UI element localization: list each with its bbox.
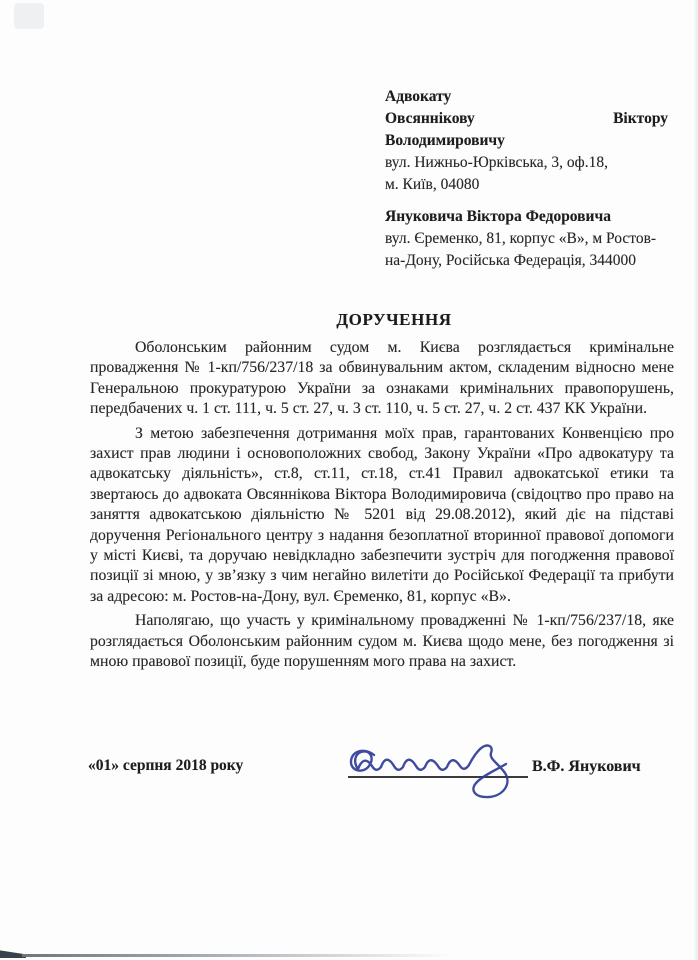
recipient-patronymic: Володимировичу (385, 132, 505, 149)
paragraph-instruction: З метою забезпечення дотримання моїх прав, гарантованих Конвенцією про захист прав людини і основоположних свобод, Закону України «Про адвокатуру та адвокатську діяльність», ст.8, ст.11, ст.18, ст.41 Правил адвокатської етики та звертаюсь до адвоката Овсяннікова Віктора Володимировича (свідоцтво про право на заняття адвокатською діяльністю № 5201 від 29.08.2012), який діє на підставі доручення Регіонального центру з надання безоплатної вторинної правової допомоги у місті Києві, та доручаю невідкладно забезпечити зустріч для погодження правової позиції зі мною, у зв’язку з чим негайно вилетіти до Російської Федерації та прибути за адресою: м. Ростов-на-Дону, вул. Єременко, 81, корпус «В». (90, 424, 674, 605)
recipient-address-city: м. Київ, 04080 (385, 176, 480, 193)
signatory-name: В.Ф. Янукович (532, 758, 641, 775)
recipient-block-lawyer (385, 86, 668, 196)
sender-address-street: вул. Єременко, 81, корпус «В», м Ростов- (385, 230, 657, 247)
recipient-name-line (385, 108, 668, 130)
recipient-role: Адвокату (385, 88, 452, 105)
scan-edge-shadow-right (693, 0, 698, 960)
scan-edge-line-bottom (22, 954, 452, 957)
handwritten-signature-icon (328, 724, 536, 804)
sender-name: Януковича Віктора Федоровича (385, 208, 611, 225)
document-date: «01» серпня 2018 року (88, 757, 244, 774)
scan-smudge-top-left (14, 3, 44, 29)
paragraph-insistence: Наполягаю, що участь у кримінальному провадженні № 1-кп/756/237/18, яке розглядається Оболонським районним судом м. Києва щодо мене, без погодження зі мною правової позиції, буде порушенням мого права на захист. (90, 612, 674, 671)
recipient-address-street: вул. Нижньо-Юрківська, 3, оф.18, (385, 154, 608, 171)
sender-address-city: на-Дону, Російська Федерація, 344000 (385, 252, 637, 269)
document-title: ДОРУЧЕННЯ (336, 310, 452, 329)
sender-block (385, 206, 675, 272)
document-body (90, 338, 674, 677)
recipient-firstname: Віктору (613, 110, 668, 127)
recipient-surname: Овсяннікову (385, 110, 475, 127)
paragraph-court-proceeding: Оболонським районним судом м. Києва розглядається кримінальне провадження № 1-кп/756/237/18 за обвинувальним актом, складеним відносно мене Генеральною прокуратурою України за ознаками кримінальних правопорушень, передбачених ч. 1 ст. 111, ч. 5 ст. 27, ч. 3 ст. 110, ч. 5 ст. 27, ч. 2 ст. 437 КК України. (90, 339, 674, 418)
